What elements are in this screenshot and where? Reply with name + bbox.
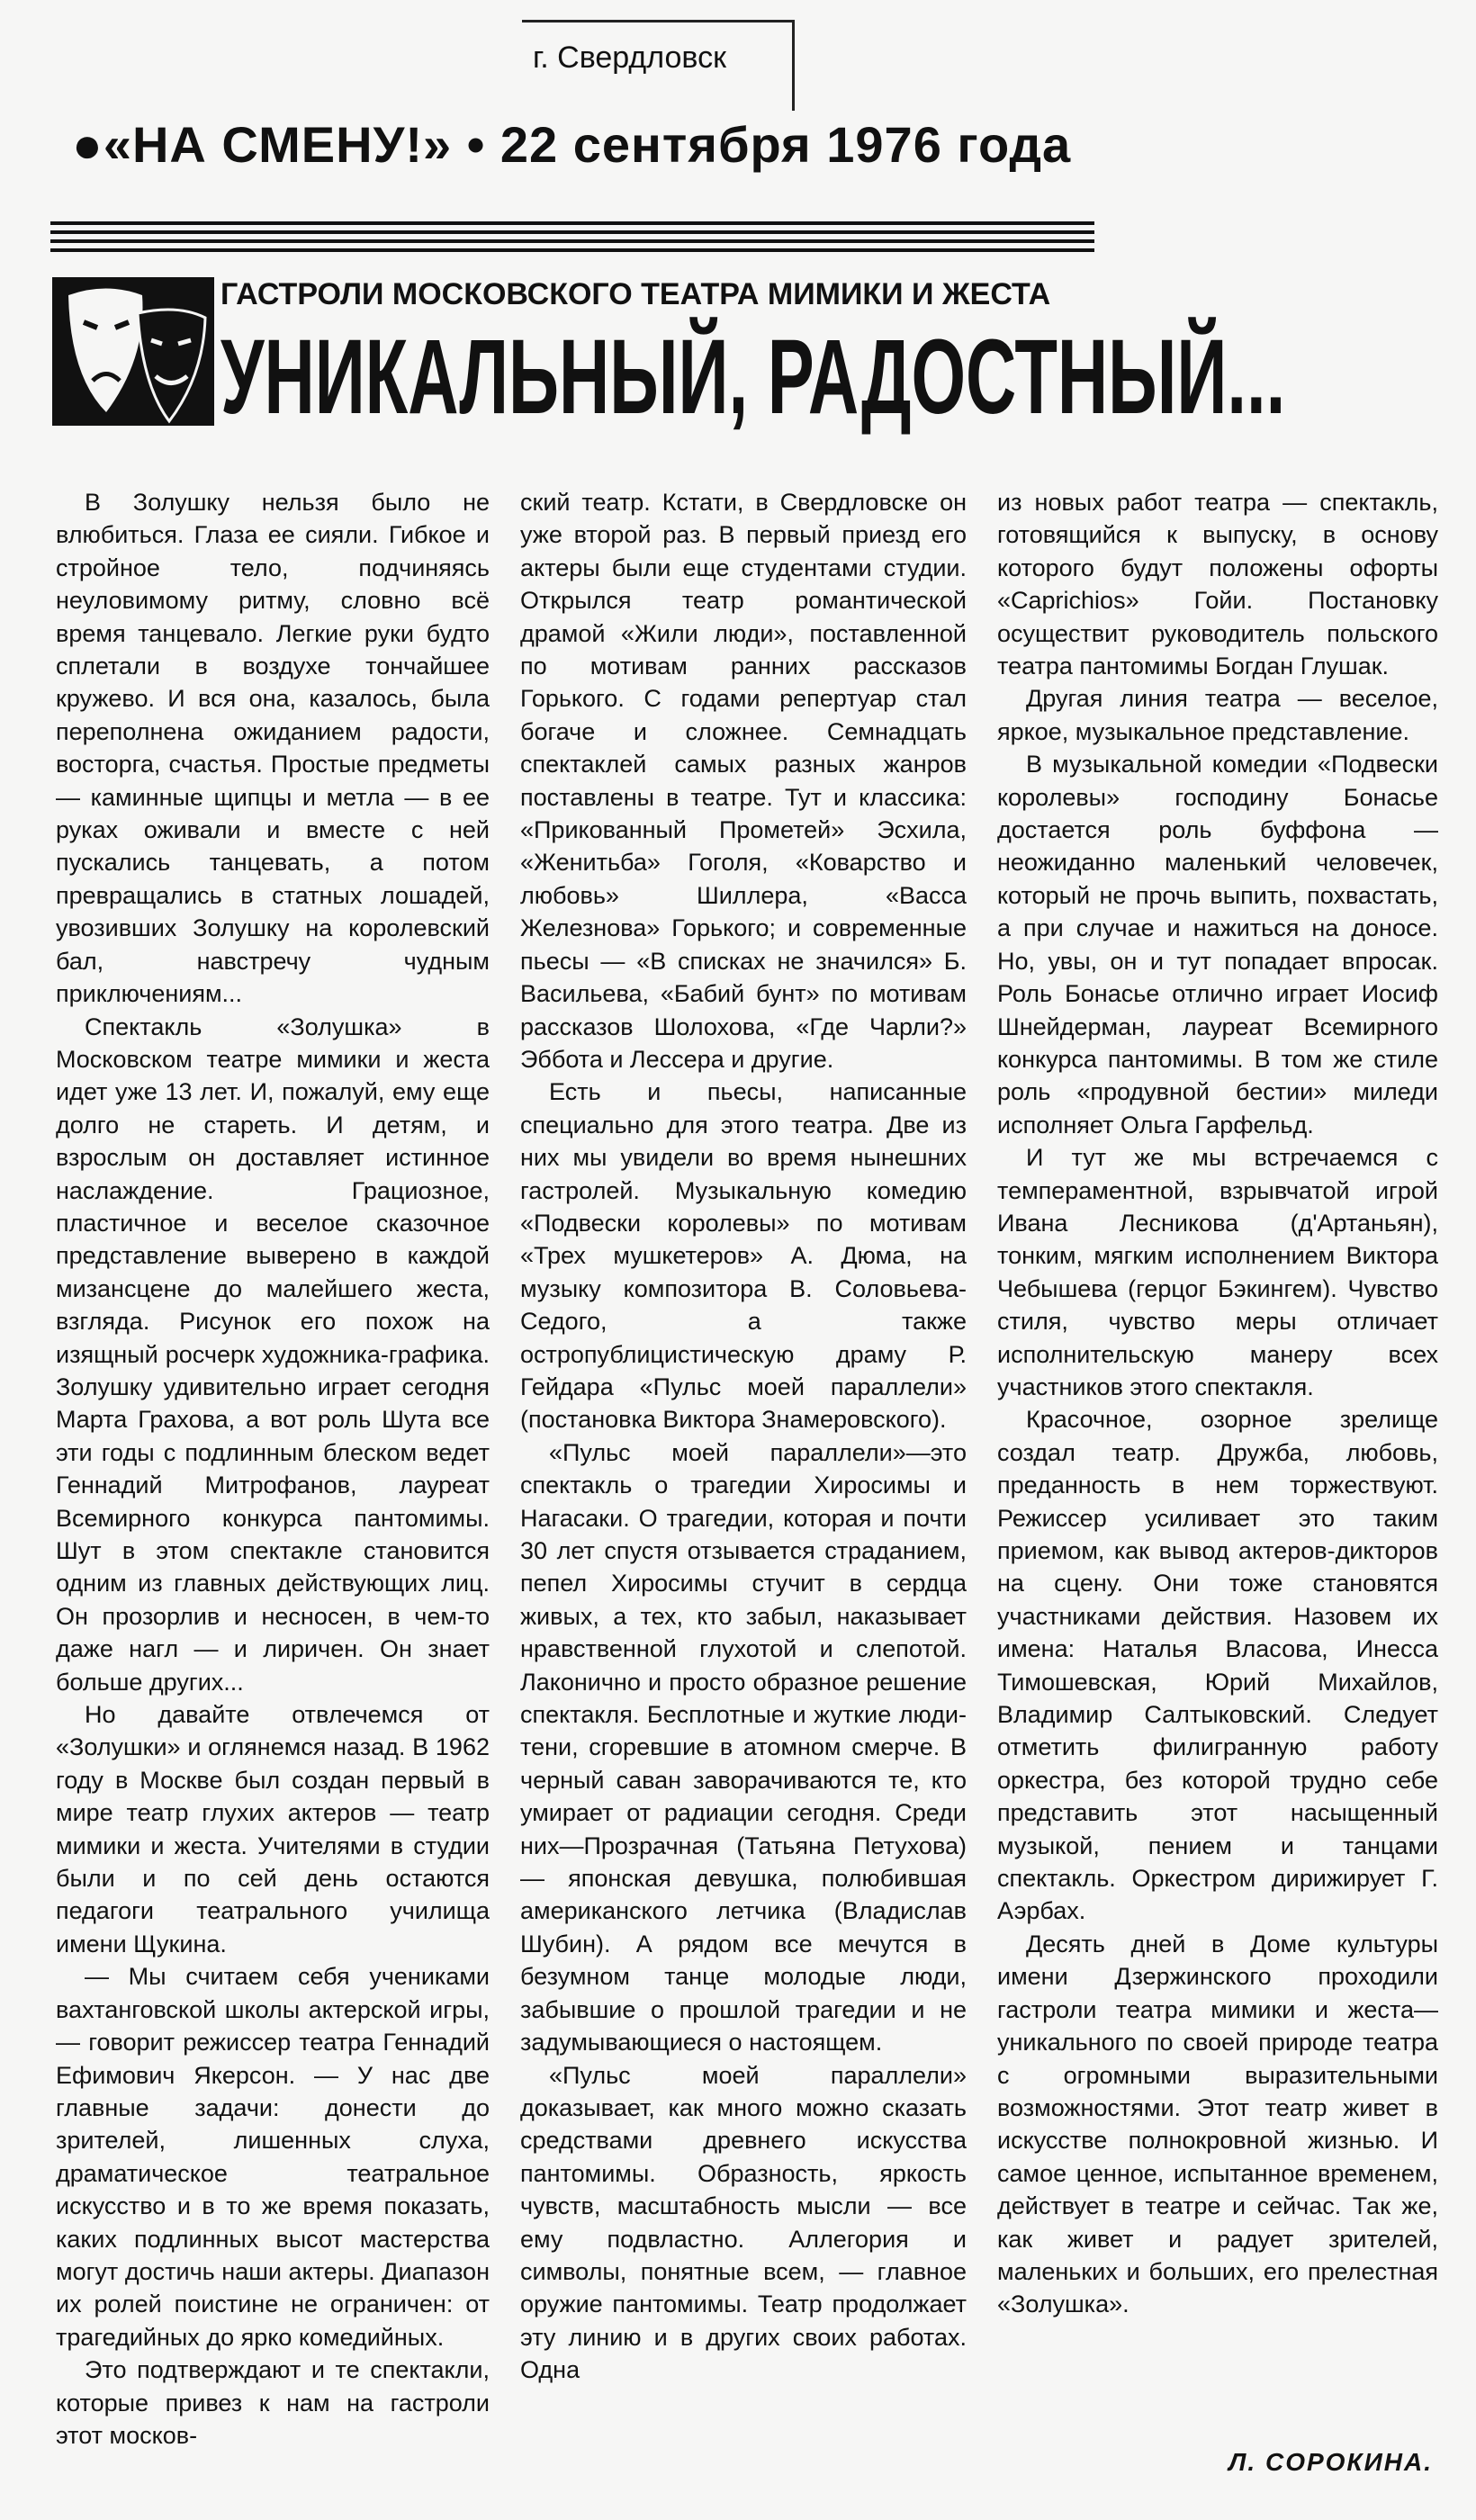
paragraph: ский театр. Кстати, в Свердловске он уже второй раз. В первый приезд его актеры были еще студентами студии. Открылся театр романтической драмой «Жили люди», поставленной по мотивам ранних рассказов Горького. С годами репертуар стал богаче и сложнее. Семнадцать спектаклей самых разных жанров поставлены в театре. Тут и классика: «Прикованный Прометей» Эсхила, «Женитьба» Гоголя, «Коварство и любовь» Шиллера, «Васса Железнова» Горького; и современные пьесы — «В списках не значился» Б. Васильева, «Бабий бунт» по мотивам рассказов Шолохова, «Где Чарли?» Эббота и Лессера и другие.: [520, 489, 967, 1073]
paragraph: Но давайте отвлечемся от «Золушки» и оглянемся назад. В 1962 году в Москве был создан первый в мире театр глухих актеров — театр мимики и жеста. Учителями в студии были и по сей день остаются педагоги театрального училища имени Щукина.: [56, 1701, 490, 1958]
paragraph: — Мы считаем себя учениками вахтанговской школы актерской игры, — говорит режиссер театра Геннадий Ефимович Якерсон. — У нас две главные задачи: донести до зрителей, лишенных слуха, драматическое театральное искусство и в то же время показать, каких подлинных высот мастерства могут достичь наши актеры. Диапазон их ролей поистине не ограничен: от трагедийных до ярко комедийных.: [56, 1963, 490, 2351]
article-column-2: [520, 486, 967, 2387]
article-kicker: ГАСТРОЛИ МОСКОВСКОГО ТЕАТРА МИМИКИ И ЖЕСТА: [220, 277, 1051, 311]
paragraph: Красочное, озорное зрелище создал театр. Дружба, любовь, преданность в нем торжествуют. Режиссер усиливает это таким приемом, как вывод актеров-дикторов на сцену. Они тоже становятся участниками действия. Назовем их имена: Наталья Власова, Инесса Тимошевская, Юрий Михайлов, Владимир Салтыковский. Следует отметить филигранную работу оркестра, без которой трудно себе представить этот насыщенный музыкой, пением и танцами спектакль. Оркестром дирижирует Г. Аэрбах.: [997, 1406, 1438, 1925]
paragraph: В Золушку нельзя было не влюбиться. Глаза ее сияли. Гибкое и стройное тело, подчиняясь неуловимому ритму, словно всё время танцевало. Легкие руки будто сплетали в воздухе тончайшее кружево. И вся она, казалось, была переполнена ожиданием радости, восторга, счастья. Простые предметы — каминные щипцы и метла — в ее руках оживали и вместе с ней пускались танцевать, а потом превращались в статных лошадей, увозивших Золушку на королевский бал, навстречу чудным приключениям...: [56, 489, 490, 1008]
paragraph: Спектакль «Золушка» в Московском театре мимики и жеста идет уже 13 лет. И, пожалуй, ему еще долго не стареть. И детям, и взрослым он доставляет истинное наслаждение. Грациозное, пластичное и веселое сказочное представление выверено в каждой мизансцене до малейшего жеста, взгляда. Рисунок его похож на изящный росчерк художника-графика. Золушку удивительно играет сегодня Марта Грахова, а вот роль Шута все эти годы с подлинным блеском ведет Геннадий Митрофанов, лауреат Всемирного конкурса пантомимы. Шут в этом спектакле становится одним из главных действующих лиц. Он прозорлив и несносен, в чем-то даже нагл — и лиричен. Он знает больше других...: [56, 1012, 490, 1696]
city-stamp-text: г. Свердловск: [533, 40, 726, 75]
paragraph: И тут же мы встречаемся с темпераментной, взрывчатой игрой Ивана Лесникова (д'Артаньян), тонким, мягким исполнением Виктора Чебышева (герцог Бэкингем). Чувство стиля, чувство меры отличает исполнительскую манеру всех участников этого спектакля.: [997, 1144, 1438, 1400]
paragraph: В музыкальной комедии «Подвески королевы» господину Бонасье достается роль буффона — неожиданно маленький человечек, который не прочь выпить, похвастать, а при случае и нажиться на доносе. Но, увы, он и тут попадает впросак. Роль Бонасье отлично играет Иосиф Шнейдерман, лауреат Всемирного конкурса пантомимы. В том же стиле роль «продувной бестии» миледи исполняет Ольга Гарфельд.: [997, 751, 1438, 1138]
paragraph: «Пульс моей параллели» доказывает, как много можно сказать средствами древнего искусства пантомимы. Образность, яркость чувств, масштабность мысли — все ему подвластно. Аллегория и символы, понятные всем, — главное оружие пантомимы. Театр продолжает эту линию и в других своих работах. Одна: [520, 2061, 967, 2384]
theatre-masks-icon: [52, 277, 214, 426]
city-stamp: [522, 20, 795, 111]
author-signature: Л. СОРОКИНА.: [1228, 2448, 1433, 2476]
paragraph: Это подтверждают и те спектакли, которые привез к нам на гастроли этот москов-: [56, 2356, 490, 2449]
paragraph: Есть и пьесы, написанные специально для этого театра. Две из них мы увидели во время нынешних гастролей. Музыкальную комедию «Подвески королевы» по мотивам «Трех мушкетеров» А. Дюма, на музыку композитора В. Соловьева-Седого, а также остропублицистическую драму Р. Гейдара «Пульс моей параллели» (постановка Виктора Знамеровского).: [520, 1078, 967, 1434]
header-rule: [50, 221, 1094, 257]
article-title: УНИКАЛЬНЫЙ, РАДОСТНЫЙ...: [220, 318, 1286, 436]
paragraph: Другая линия театра — веселое, яркое, музыкальное представление.: [997, 685, 1438, 745]
newspaper-masthead: ●«НА СМЕНУ!» • 22 сентября 1976 года: [72, 116, 1072, 173]
article-column-3: [997, 486, 1438, 2321]
article-column-1: [56, 486, 490, 2452]
paragraph: Десять дней в Доме культуры имени Дзержинского проходили гастроли театра мимики и жеста—уникального по своей природе театра с огромными выразительными возможностями. Этот театр живет в искусстве полнокровной жизнью. И самое ценное, испытанное временем, действует в театре и сейчас. Так же, как живет и радует зрителей, маленьких и больших, его прелестная «Золушка».: [997, 1930, 1438, 2318]
paragraph: «Пульс моей параллели»—это спектакль о трагедии Хиросимы и Нагасаки. О трагедии, которая и почти 30 лет спустя отзывается страданием, пепел Хиросимы стучит в сердца живых, а тех, кто забыл, наказывает нравственной глухотой и слепотой. Лаконично и просто образное решение спектакля. Бесплотные и жуткие люди-тени, сгоревшие в атомном смерче. В черный саван заворачиваются те, кто умирает от радиации сегодня. Среди них—Прозрачная (Татьяна Петухова) — японская девушка, полюбившая американского летчика (Владислав Шубин). А рядом все мечутся в безумном танце молодые люди, забывшие о прошлой трагедии и не задумывающиеся о настоящем.: [520, 1438, 967, 2056]
paragraph: из новых работ театра — спектакль, готовящийся к выпуску, в основу которого будут положены офорты «Caprichios» Гойи. Постановку осуществит руководитель польского театра пантомимы Богдан Глушак.: [997, 489, 1438, 680]
